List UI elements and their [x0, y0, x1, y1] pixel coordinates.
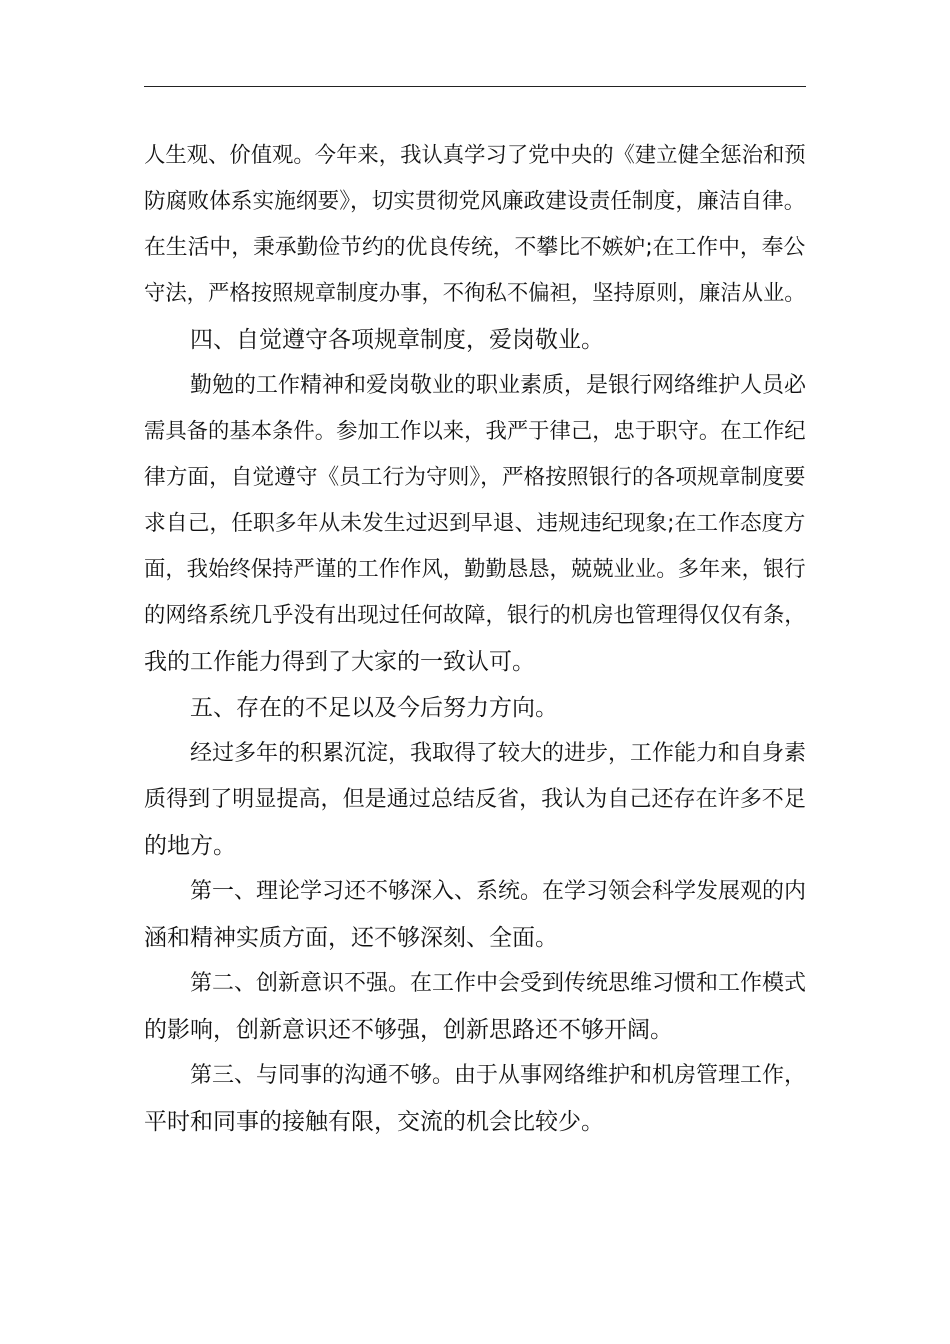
text-line: 我的工作能力得到了大家的一致认可。	[144, 649, 535, 675]
body-text	[144, 133, 806, 1145]
text-line: 质得到了明显提高，但是通过总结反省，我认为自己还存在许多不足	[144, 787, 806, 812]
text-line: 五、存在的不足以及今后努力方向。	[190, 695, 558, 721]
text-line: 在生活中，秉承勤俭节约的优良传统，不攀比不嫉妒;在工作中，奉公	[144, 235, 806, 260]
header-rule	[144, 86, 806, 87]
text-line: 的网络系统几乎没有出现过任何故障，银行的机房也管理得仅仅有条，	[144, 603, 806, 628]
text-line: 勤勉的工作精神和爱岗敬业的职业素质，是银行网络维护人员必	[190, 373, 807, 398]
text-line: 平时和同事的接触有限，交流的机会比较少。	[144, 1109, 604, 1135]
text-line: 第一、理论学习还不够深入、系统。在学习领会科学发展观的内	[190, 879, 807, 904]
text-line: 涵和精神实质方面，还不够深刻、全面。	[144, 925, 558, 951]
text-line: 第三、与同事的沟通不够。由于从事网络维护和机房管理工作，	[190, 1063, 807, 1088]
text-line: 的地方。	[144, 833, 236, 859]
text-line: 求自己，任职多年从未发生过迟到早退、违规违纪现象;在工作态度方	[144, 511, 806, 536]
text-line: 四、自觉遵守各项规章制度，爱岗敬业。	[190, 327, 604, 353]
text-line: 律方面，自觉遵守《员工行为守则》，严格按照银行的各项规章制度要	[144, 465, 806, 490]
text-line: 经过多年的积累沉淀，我取得了较大的进步，工作能力和自身素	[190, 741, 807, 766]
text-line: 需具备的基本条件。参加工作以来，我严于律己，忠于职守。在工作纪	[144, 419, 806, 444]
text-line: 面，我始终保持严谨的工作作风，勤勤恳恳，兢兢业业。多年来，银行	[144, 557, 806, 582]
text-line: 人生观、价值观。今年来，我认真学习了党中央的《建立健全惩治和预	[144, 143, 806, 168]
text-line: 防腐败体系实施纲要》，切实贯彻党风廉政建设责任制度，廉洁自律。	[144, 189, 806, 214]
text-line: 的影响，创新意识还不够强，创新思路还不够开阔。	[144, 1017, 673, 1043]
text-line: 第二、创新意识不强。在工作中会受到传统思维习惯和工作模式	[190, 971, 807, 996]
text-line: 守法，严格按照规章制度办事，不徇私不偏袒，坚持原则，廉洁从业。	[144, 281, 806, 306]
